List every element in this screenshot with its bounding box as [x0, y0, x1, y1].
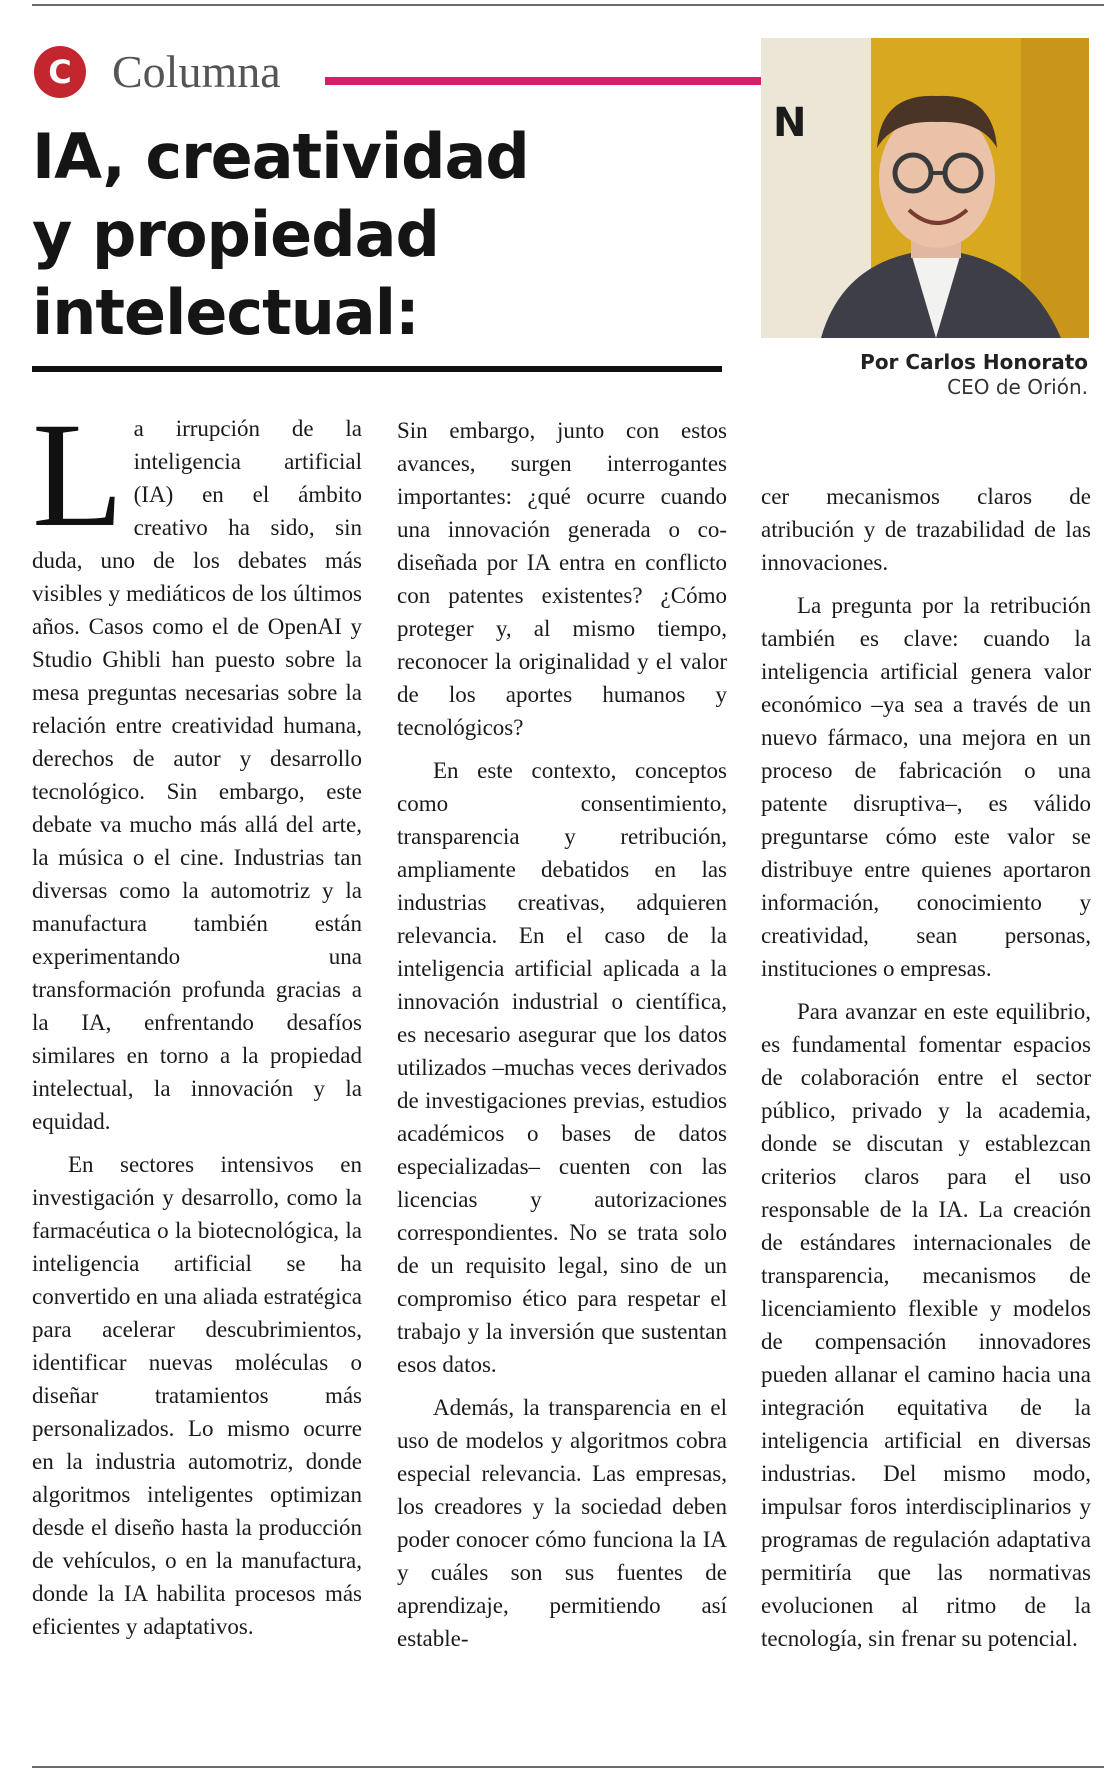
- byline: [860, 350, 1088, 400]
- paragraph: Además, la transparencia en el uso de modelos y algoritmos cobra especial relevancia. Las empresas, los creadores y la sociedad deben poder conocer cómo funciona la IA y cuáles son sus fuentes de aprendizaje, permitiendo así estable-: [397, 1395, 727, 1651]
- author-photo: [761, 38, 1089, 338]
- section-label: Columna: [112, 46, 281, 97]
- bottom-rule: [32, 1766, 1104, 1768]
- paragraph: La irrupción de la inteligencia artificial (IA) en el ámbito creativo ha sido, sin duda, uno de los debates más visibles y mediáticos de los últimos años. Casos como el de OpenAI y Studio Ghibli han puesto sobre la mesa preguntas necesarias sobre la relación entre creatividad humana, derechos de autor y desarrollo tecnológico. Sin embargo, este debate va mucho más allá del arte, la música o el cine. Industrias tan diversas como la automotriz y la manufactura también están experimentando una transformación profunda gracias a la IA, enfrentando desafíos similares en torno a la propiedad intelectual, la innovación y la equidad.: [32, 392, 362, 1134]
- section-badge: C: [34, 46, 86, 98]
- article-column-3: [761, 480, 1091, 1655]
- author-role: CEO de Orión.: [947, 375, 1088, 399]
- top-rule: [32, 4, 1104, 6]
- article-column-1: [32, 392, 362, 1643]
- paragraph: Para avanzar en este equilibrio, es fundamental fomentar espacios de colaboración entre el sector público, privado y la academia, donde se discutan y establezcan criterios claros para el uso responsable de la IA. La creación de estándares internacionales de transparencia, mecanismos de licenciamiento flexible y modelos de compensación innovadores pueden allanar el camino hacia una integración equitativa de la inteligencia artificial en diversas industrias. Del mismo modo, impulsar foros interdisciplinarios y programas de regulación adaptativa permitiría que las normativas evolucionen al ritmo de la tecnología, sin frenar su potencial.: [761, 999, 1091, 1651]
- drop-cap: L: [32, 392, 124, 558]
- article-title: IA, creatividad y propiedad intelectual:: [32, 120, 529, 349]
- author-name: Por Carlos Honorato: [860, 350, 1088, 374]
- paragraph: cer mecanismos claros de atribución y de trazabilidad de las innovaciones.: [761, 484, 1091, 575]
- photo-sign-letter: N: [773, 100, 807, 146]
- paragraph: Sin embargo, junto con estos avances, surgen interrogantes importantes: ¿qué ocurre cuando una innovación generada o co-diseñada por IA entra en conflicto con patentes existentes? ¿Cómo proteger y, al mismo tiempo, reconocer la originalidad y el valor de los aportes humanos y tecnológicos?: [397, 418, 727, 740]
- accent-bar: [325, 77, 765, 85]
- author-portrait-image: [761, 38, 1089, 338]
- paragraph: La pregunta por la retribución también es clave: cuando la inteligencia artificial genera valor económico –ya sea a través de un nuevo fármaco, una mejora en un proceso de fabricación o una patente disruptiva–, es válido preguntarse cómo este valor se distribuye entre quienes aportaron información, conocimiento y creatividad, sean personas, instituciones o empresas.: [761, 593, 1091, 981]
- paragraph: En este contexto, conceptos como consentimiento, transparencia y retribución, ampliamente debatidos en las industrias creativas, adquieren relevancia. En el caso de la inteligencia artificial aplicada a la innovación industrial o científica, es necesario asegurar que los datos utilizados –muchas veces derivados de investigaciones previas, estudios académicos o bases de datos especializadas– cuenten con las licencias y autorizaciones correspondientes. No se trata solo de un requisito legal, sino de un compromiso ético para respetar el trabajo y la inversión que sustentan esos datos.: [397, 758, 727, 1377]
- article-column-2: [397, 414, 727, 1655]
- title-rule: [32, 366, 722, 372]
- paragraph: En sectores intensivos en investigación y desarrollo, como la farmacéutica o la biotecnológica, la inteligencia artificial se ha convertido en una aliada estratégica para acelerar descubrimientos, identificar nuevas moléculas o diseñar tratamientos más personalizados. Lo mismo ocurre en la industria automotriz, donde algoritmos inteligentes optimizan desde el diseño hasta la producción de vehículos, o en la manufactura, donde la IA habilita procesos más eficientes y adaptativos.: [32, 1152, 362, 1639]
